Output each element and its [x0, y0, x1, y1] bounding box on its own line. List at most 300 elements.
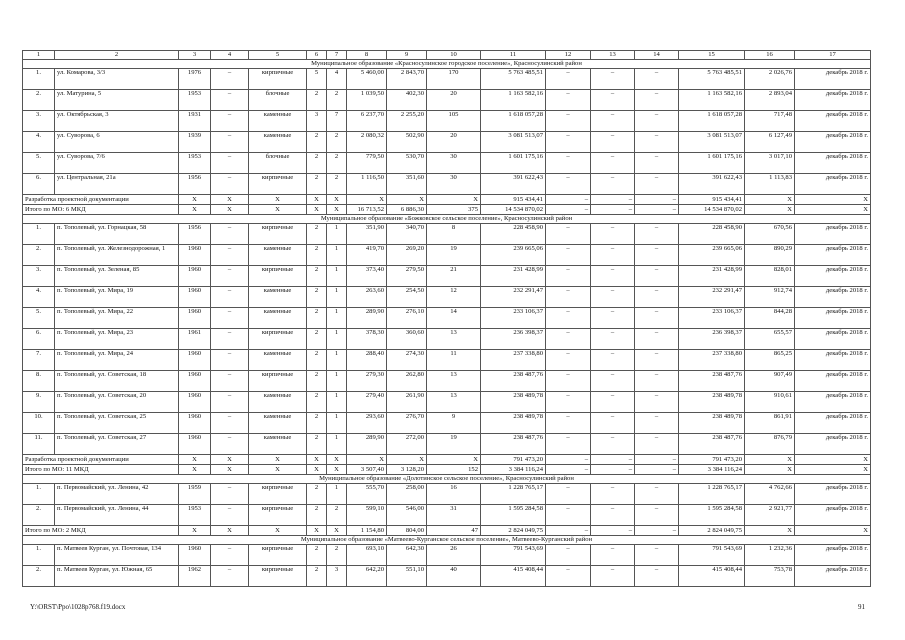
- table-cell: –: [635, 371, 679, 392]
- table-cell: 1960: [179, 392, 211, 413]
- table-cell: X: [179, 455, 211, 465]
- table-cell: 2: [327, 90, 347, 111]
- table-cell: –: [591, 195, 635, 205]
- table-cell: декабрь 2018 г.: [795, 287, 871, 308]
- table-cell: 3 384 116,24: [481, 465, 546, 475]
- table-cell: каменные: [249, 287, 307, 308]
- table-cell: –: [635, 413, 679, 434]
- table-cell: 2 026,76: [745, 69, 795, 90]
- table-cell: 2: [307, 245, 327, 266]
- table-cell: –: [635, 329, 679, 350]
- table-cell: 1 113,83: [745, 174, 795, 195]
- section-title: Муниципальное образование «Божковское сельское поселение», Красносулинский район: [23, 215, 871, 224]
- table-cell: 10.: [23, 413, 55, 434]
- table-cell: 233 106,37: [481, 308, 546, 329]
- table-cell: 1960: [179, 308, 211, 329]
- table-cell: 5.: [23, 153, 55, 174]
- table-cell: 232 291,47: [481, 287, 546, 308]
- table-cell: 2.: [23, 505, 55, 526]
- table-cell: –: [546, 484, 591, 505]
- table-cell: 238 487,76: [679, 371, 745, 392]
- table-row: [23, 505, 871, 526]
- table-cell: 2: [307, 266, 327, 287]
- table-cell: кирпичные: [249, 174, 307, 195]
- table-row: [23, 69, 871, 90]
- table-cell: 258,00: [387, 484, 427, 505]
- table-cell: 2.: [23, 245, 55, 266]
- table-row: [23, 111, 871, 132]
- table-cell: –: [546, 69, 591, 90]
- table-cell: 11.: [23, 434, 55, 455]
- total-row: [23, 465, 871, 475]
- table-cell: 3 017,10: [745, 153, 795, 174]
- table-row: [23, 174, 871, 195]
- table-cell: X: [347, 195, 387, 205]
- table-row: [23, 434, 871, 455]
- column-header: 3: [179, 51, 211, 60]
- table-cell: 2: [307, 371, 327, 392]
- table-cell: п. Тополевый, ул. Зеленая, 85: [55, 266, 179, 287]
- table-cell: X: [249, 195, 307, 205]
- table-row: [23, 545, 871, 566]
- table-cell: –: [591, 266, 635, 287]
- table-cell: –: [635, 205, 679, 215]
- table-cell: 19: [427, 434, 481, 455]
- table-cell: декабрь 2018 г.: [795, 434, 871, 455]
- table-cell: 1: [327, 329, 347, 350]
- table-cell: –: [635, 69, 679, 90]
- column-header: 1: [23, 51, 55, 60]
- table-cell: 8: [427, 224, 481, 245]
- table-cell: 9.: [23, 392, 55, 413]
- table-cell: декабрь 2018 г.: [795, 153, 871, 174]
- table-cell: 279,40: [347, 392, 387, 413]
- table-cell: –: [591, 566, 635, 587]
- table-cell: декабрь 2018 г.: [795, 266, 871, 287]
- table-cell: 289,90: [347, 308, 387, 329]
- table-cell: 276,10: [387, 308, 427, 329]
- table-cell: X: [249, 526, 307, 536]
- table-cell: 228 458,90: [679, 224, 745, 245]
- table-cell: –: [591, 455, 635, 465]
- table-cell: –: [211, 505, 249, 526]
- table-cell: 14 534 870,02: [679, 205, 745, 215]
- table-cell: –: [546, 174, 591, 195]
- table-cell: каменные: [249, 132, 307, 153]
- table-cell: X: [745, 465, 795, 475]
- table-cell: –: [211, 174, 249, 195]
- table-cell: п. Тополевый, ул. Советская, 20: [55, 392, 179, 413]
- table-cell: 7.: [23, 350, 55, 371]
- table-cell: X: [795, 195, 871, 205]
- table-cell: декабрь 2018 г.: [795, 505, 871, 526]
- table-cell: X: [211, 465, 249, 475]
- table-cell: 239 665,06: [481, 245, 546, 266]
- table-cell: кирпичные: [249, 484, 307, 505]
- column-header: 11: [481, 51, 546, 60]
- table-cell: –: [635, 434, 679, 455]
- table-cell: –: [591, 545, 635, 566]
- table-cell: 2 893,04: [745, 90, 795, 111]
- table-cell: –: [635, 111, 679, 132]
- table-cell: 2 255,20: [387, 111, 427, 132]
- table-cell: X: [249, 465, 307, 475]
- table-row: [23, 245, 871, 266]
- table-cell: –: [635, 174, 679, 195]
- table-cell: 13: [427, 371, 481, 392]
- table-cell: X: [387, 195, 427, 205]
- table-cell: 351,90: [347, 224, 387, 245]
- table-cell: –: [591, 245, 635, 266]
- table-row: [23, 308, 871, 329]
- table-cell: –: [591, 153, 635, 174]
- table-cell: ул. Центральная, 21а: [55, 174, 179, 195]
- table-cell: 1960: [179, 371, 211, 392]
- table-cell: –: [546, 205, 591, 215]
- table-cell: –: [546, 545, 591, 566]
- table-cell: декабрь 2018 г.: [795, 111, 871, 132]
- table-cell: X: [307, 205, 327, 215]
- table-cell: –: [211, 90, 249, 111]
- table-cell: –: [635, 90, 679, 111]
- table-cell: блочные: [249, 90, 307, 111]
- table-cell: 2: [327, 132, 347, 153]
- table-cell: 2: [307, 308, 327, 329]
- column-header: 8: [347, 51, 387, 60]
- table-cell: 276,70: [387, 413, 427, 434]
- table-cell: X: [211, 195, 249, 205]
- table-cell: 915 434,41: [481, 195, 546, 205]
- table-cell: 2: [307, 132, 327, 153]
- table-cell: 1 163 582,16: [679, 90, 745, 111]
- table-cell: 289,90: [347, 434, 387, 455]
- table-cell: 3 128,20: [387, 465, 427, 475]
- table-cell: –: [591, 205, 635, 215]
- table-cell: 717,48: [745, 111, 795, 132]
- table-cell: 2 824 049,75: [679, 526, 745, 536]
- table-cell: –: [546, 434, 591, 455]
- table-cell: 1: [327, 287, 347, 308]
- table-cell: –: [211, 132, 249, 153]
- table-cell: 1 232,36: [745, 545, 795, 566]
- table-cell: 1960: [179, 287, 211, 308]
- table-row: [23, 287, 871, 308]
- table-cell: 3 081 513,07: [481, 132, 546, 153]
- table-cell: 6.: [23, 329, 55, 350]
- table-cell: 272,00: [387, 434, 427, 455]
- table-cell: –: [546, 566, 591, 587]
- column-header: 4: [211, 51, 249, 60]
- table-cell: –: [546, 455, 591, 465]
- table-cell: 373,40: [347, 266, 387, 287]
- table-cell: 419,70: [347, 245, 387, 266]
- table-cell: 2: [307, 90, 327, 111]
- table-cell: –: [635, 455, 679, 465]
- table-cell: декабрь 2018 г.: [795, 308, 871, 329]
- table-cell: декабрь 2018 г.: [795, 329, 871, 350]
- table-cell: 5 763 485,51: [481, 69, 546, 90]
- table-cell: 415 408,44: [481, 566, 546, 587]
- table-cell: 1: [327, 484, 347, 505]
- table-cell: 551,10: [387, 566, 427, 587]
- table-cell: декабрь 2018 г.: [795, 132, 871, 153]
- table-cell: –: [546, 153, 591, 174]
- table-cell: 360,60: [387, 329, 427, 350]
- table-cell: –: [211, 566, 249, 587]
- table-cell: п. Тополевый, ул. Мира, 23: [55, 329, 179, 350]
- table-cell: –: [211, 287, 249, 308]
- table-cell: X: [327, 195, 347, 205]
- table-cell: Итого по МО: 11 МКД: [23, 465, 179, 475]
- table-cell: –: [591, 90, 635, 111]
- table-row: [23, 371, 871, 392]
- table-cell: –: [635, 545, 679, 566]
- table-cell: Разработка проектной документации: [23, 455, 179, 465]
- table-cell: 2: [307, 566, 327, 587]
- table-cell: кирпичные: [249, 566, 307, 587]
- table-cell: 5.: [23, 308, 55, 329]
- table-cell: –: [546, 413, 591, 434]
- table-cell: декабрь 2018 г.: [795, 90, 871, 111]
- table-cell: 910,61: [745, 392, 795, 413]
- table-cell: –: [546, 224, 591, 245]
- table-cell: –: [635, 484, 679, 505]
- table-cell: 1960: [179, 245, 211, 266]
- table-cell: 1960: [179, 434, 211, 455]
- table-cell: –: [211, 434, 249, 455]
- table-cell: –: [591, 69, 635, 90]
- table-cell: 1962: [179, 566, 211, 587]
- table-cell: 1: [327, 308, 347, 329]
- column-header: 10: [427, 51, 481, 60]
- table-cell: 5 460,00: [347, 69, 387, 90]
- table-cell: 20: [427, 132, 481, 153]
- table-cell: 3: [307, 111, 327, 132]
- table-cell: п. Первомайский, ул. Ленина, 44: [55, 505, 179, 526]
- table-cell: –: [546, 371, 591, 392]
- table-cell: 1931: [179, 111, 211, 132]
- table-cell: 2: [327, 505, 347, 526]
- table-cell: –: [591, 371, 635, 392]
- table-cell: –: [546, 350, 591, 371]
- table-cell: –: [635, 287, 679, 308]
- table-cell: –: [211, 224, 249, 245]
- table-cell: 238 487,76: [481, 434, 546, 455]
- table-cell: –: [591, 308, 635, 329]
- section-title-row: [23, 475, 871, 484]
- table-cell: 2: [307, 174, 327, 195]
- table-cell: X: [211, 526, 249, 536]
- table-cell: 391 622,43: [481, 174, 546, 195]
- table-cell: X: [307, 195, 327, 205]
- table-cell: декабрь 2018 г.: [795, 484, 871, 505]
- table-cell: –: [211, 308, 249, 329]
- table-row: [23, 392, 871, 413]
- column-header: 7: [327, 51, 347, 60]
- table-cell: 391 622,43: [679, 174, 745, 195]
- table-cell: 1: [327, 224, 347, 245]
- column-header: 15: [679, 51, 745, 60]
- table-cell: 170: [427, 69, 481, 90]
- table-cell: декабрь 2018 г.: [795, 174, 871, 195]
- table-cell: 2: [307, 392, 327, 413]
- table-cell: –: [591, 174, 635, 195]
- table-cell: 1: [327, 350, 347, 371]
- table-cell: 293,60: [347, 413, 387, 434]
- table-cell: 2: [307, 329, 327, 350]
- table-cell: –: [546, 287, 591, 308]
- column-header: 14: [635, 51, 679, 60]
- table-cell: –: [211, 329, 249, 350]
- table-cell: –: [211, 371, 249, 392]
- table-cell: 1 116,50: [347, 174, 387, 195]
- table-cell: 237 338,80: [481, 350, 546, 371]
- table-row: [23, 329, 871, 350]
- table-cell: 791 473,20: [679, 455, 745, 465]
- table-cell: –: [635, 245, 679, 266]
- column-header: 12: [546, 51, 591, 60]
- table-cell: 1: [327, 434, 347, 455]
- table-cell: 2: [327, 174, 347, 195]
- table-cell: п. Тополевый, ул. Советская, 27: [55, 434, 179, 455]
- project-docs-row: [23, 195, 871, 205]
- table-cell: 753,78: [745, 566, 795, 587]
- table-cell: 231 428,99: [481, 266, 546, 287]
- table-cell: каменные: [249, 111, 307, 132]
- table-cell: –: [635, 195, 679, 205]
- table-cell: 1: [327, 371, 347, 392]
- table-cell: ул. Суворова, 6: [55, 132, 179, 153]
- table-cell: декабрь 2018 г.: [795, 545, 871, 566]
- table-cell: 1939: [179, 132, 211, 153]
- section-title-row: [23, 536, 871, 545]
- table-cell: п. Тополевый, ул. Мира, 22: [55, 308, 179, 329]
- table-cell: 3.: [23, 266, 55, 287]
- table-cell: 238 487,76: [481, 371, 546, 392]
- table-cell: каменные: [249, 392, 307, 413]
- table-cell: 1960: [179, 545, 211, 566]
- table-cell: X: [179, 205, 211, 215]
- table-cell: 14: [427, 308, 481, 329]
- table-cell: Разработка проектной документации: [23, 195, 179, 205]
- table-cell: 2.: [23, 90, 55, 111]
- table-row: [23, 224, 871, 245]
- table-cell: каменные: [249, 350, 307, 371]
- table-cell: 655,57: [745, 329, 795, 350]
- table-cell: 844,28: [745, 308, 795, 329]
- table-cell: 791 543,69: [679, 545, 745, 566]
- table-cell: –: [591, 484, 635, 505]
- table-cell: 2 080,32: [347, 132, 387, 153]
- table-cell: каменные: [249, 434, 307, 455]
- table-cell: 340,70: [387, 224, 427, 245]
- table-cell: X: [327, 465, 347, 475]
- table-cell: X: [347, 455, 387, 465]
- table-cell: 3.: [23, 111, 55, 132]
- table-cell: 375: [427, 205, 481, 215]
- table-cell: ул. Октябрьская, 3: [55, 111, 179, 132]
- page-number: 91: [858, 603, 865, 611]
- table-cell: Итого по МО: 6 МКД: [23, 205, 179, 215]
- table-cell: 642,20: [347, 566, 387, 587]
- table-cell: 1959: [179, 484, 211, 505]
- table-cell: 2: [307, 484, 327, 505]
- table-cell: декабрь 2018 г.: [795, 69, 871, 90]
- table-cell: 2: [307, 545, 327, 566]
- table-cell: 274,30: [387, 350, 427, 371]
- table-cell: 1: [327, 392, 347, 413]
- table-cell: 1 039,50: [347, 90, 387, 111]
- table-cell: декабрь 2018 г.: [795, 224, 871, 245]
- table-cell: 6 886,30: [387, 205, 427, 215]
- table-cell: 288,40: [347, 350, 387, 371]
- table-cell: –: [546, 111, 591, 132]
- table-cell: X: [307, 526, 327, 536]
- table-cell: –: [211, 266, 249, 287]
- table-cell: 239 665,06: [679, 245, 745, 266]
- table-cell: –: [635, 132, 679, 153]
- table-cell: 7: [327, 111, 347, 132]
- table-cell: кирпичные: [249, 266, 307, 287]
- table-cell: 21: [427, 266, 481, 287]
- table-cell: –: [546, 245, 591, 266]
- table-cell: 5 763 485,51: [679, 69, 745, 90]
- table-cell: –: [546, 465, 591, 475]
- table-cell: –: [635, 350, 679, 371]
- table-cell: –: [546, 132, 591, 153]
- table-cell: 236 398,37: [481, 329, 546, 350]
- table-cell: кирпичные: [249, 224, 307, 245]
- table-cell: –: [546, 392, 591, 413]
- table-cell: 279,30: [347, 371, 387, 392]
- table-cell: X: [179, 465, 211, 475]
- table-cell: блочные: [249, 153, 307, 174]
- project-docs-row: [23, 455, 871, 465]
- table-cell: 238 489,78: [679, 413, 745, 434]
- table-cell: 599,10: [347, 505, 387, 526]
- table-cell: –: [211, 545, 249, 566]
- table-row: [23, 413, 871, 434]
- table-cell: декабрь 2018 г.: [795, 245, 871, 266]
- table-row: [23, 266, 871, 287]
- table-cell: декабрь 2018 г.: [795, 371, 871, 392]
- table-cell: 30: [427, 174, 481, 195]
- table-cell: 1956: [179, 174, 211, 195]
- table-cell: 1: [327, 266, 347, 287]
- table-cell: п. Тополевый, ул. Советская, 25: [55, 413, 179, 434]
- table-cell: 152: [427, 465, 481, 475]
- table-cell: 530,70: [387, 153, 427, 174]
- table-cell: 1976: [179, 69, 211, 90]
- table-cell: 1.: [23, 69, 55, 90]
- table-cell: 1 601 175,16: [679, 153, 745, 174]
- table-cell: 3 081 513,07: [679, 132, 745, 153]
- column-header: 2: [55, 51, 179, 60]
- table-cell: 238 489,78: [481, 392, 546, 413]
- table-cell: 1 228 765,17: [679, 484, 745, 505]
- table-cell: X: [745, 205, 795, 215]
- table-cell: –: [546, 526, 591, 536]
- table-cell: –: [635, 266, 679, 287]
- table-cell: –: [546, 90, 591, 111]
- register-table: [22, 50, 871, 587]
- table-cell: п. Тополевый, ул. Горнацкая, 58: [55, 224, 179, 245]
- table-cell: 378,30: [347, 329, 387, 350]
- column-header-row: [23, 51, 871, 60]
- table-cell: 9: [427, 413, 481, 434]
- table-cell: X: [179, 526, 211, 536]
- table-cell: 415 408,44: [679, 566, 745, 587]
